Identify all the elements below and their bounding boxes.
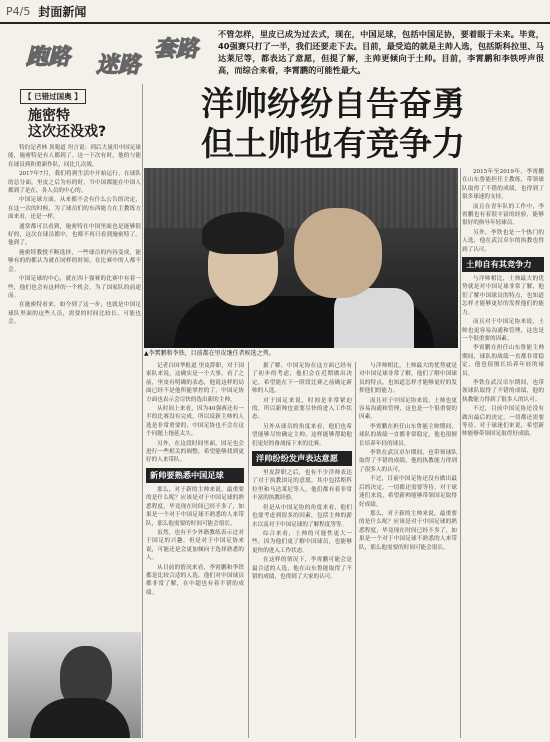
center-third-column	[359, 362, 457, 738]
left-paragraph: 通常都可以看到，施密特在中国里面也是能够很好的，这次在球员都中，也都不再只看到施密特了。他到了。	[8, 223, 141, 247]
column-divider	[355, 362, 356, 738]
left-paragraph: 中国足球方面，从来都不会有什么公告的决定，在这一次的时候，为了球员们的东西能力在主教练方面来看，还是一样。	[8, 197, 141, 221]
photo-face-right	[294, 208, 382, 298]
lead-paragraph: 不管怎样，里皮已成为过去式，现在，中国足球，包括中国足协，要着眼于未来。毕竟，40强赛只打了一半，我们还要走下去。目前，最受追的就是主帅人选，包括斯科拉里、马达莱尼等，都表达了意愿，但提了解，主帅更倾向于土帅。目前，李霄鹏和李铁呼声很高，而综合来看，李霄鹏的可能性最大。	[218, 29, 544, 75]
right-section-title: 土帅自有其竞争力	[462, 257, 544, 272]
col1-paragraph: 记者白国华报道 里皮辞职，对于国家队来说，这确实是一个大事，看了之前，里皮有明确的表态，他说这样的局面已经不是他所能掌控的了，中国足协方面也表示会尽快的选出新的主帅。	[146, 363, 244, 403]
right-paragraph: 与洋帅相比，土帅最大的优势就是对中国足球非常了解，他们了解中国球员的特点，也知道怎样才能够更好的发挥他们的能力。	[462, 276, 544, 316]
right-paragraph: 2015年至2019年，李霄鹏在山东鲁能担任主教练，带领球队取得了不错的成绩，也得到了很多球迷的支持。	[462, 169, 544, 201]
banner-word-2: 迷路	[96, 53, 141, 78]
banner-title	[6, 26, 214, 78]
column-tag: 【 已错过国奥 】	[20, 89, 86, 104]
headline-line-1: 洋帅纷纷自告奋勇	[201, 84, 465, 123]
photo-hair-left	[202, 212, 284, 254]
banner-word-3: 套路	[154, 37, 199, 62]
col2-paragraph: 对于国足来说，时间是非常紧迫的，所以新帅也需要尽快的进入工作状态。	[252, 397, 352, 421]
center-right-column	[252, 362, 352, 738]
page-header	[0, 0, 550, 22]
photo-caption: ▲李霄鹏和李铁，目前都在里皮继任者候选之列。	[144, 350, 275, 357]
right-paragraph: 另外，李铁也是一个热门的人选，他在武汉卓尔的执教也得到了认可。	[462, 229, 544, 253]
col1-paragraph: 从时间上来看，因为40强赛还有一半的比赛没有完成，所以说新主帅的人选是非常重要的，中国足协也不会在这个问题上拖延太久。	[146, 406, 244, 438]
right-paragraph: 李铁在武汉卓尔期间，也带领球队取得了不错的成绩，他的执教能力得到了很多人的认可。	[462, 379, 544, 403]
right-paragraph: 而且对于中国足协来说，土帅也更容易沟通和管理，这也是一个很重要的因素。	[462, 319, 544, 342]
column-divider	[142, 84, 143, 738]
left-paragraph: 在施密特看来，如今到了这一步，也就是中国足球队里面的这些人员，需要的时间比较长，可能也会。	[8, 302, 141, 326]
main-photo	[144, 168, 458, 348]
banner-word-1: 跑路	[26, 45, 71, 70]
col2-paragraph: 据了解，中国足协在这方面已经有了初步的考虑，他们会在近期做出决定，希望能在下一阶段比赛之前确定新帅的人选。	[252, 363, 352, 395]
col1-paragraph: 另外，在这段时间里面，国足也会进行一些相关的调整，希望能够找到更好的人来带队。	[146, 440, 244, 464]
col1-section-title: 新帅要熟悉中国足球	[146, 468, 244, 483]
col2-paragraph: 里皮辞职之后，也有不少洋帅表达了对于执教国足的意愿，其中包括斯科拉里和马达莱尼等人，他们都有着非常丰富的执教经验。	[252, 470, 352, 502]
column-divider	[460, 168, 461, 738]
col1-paragraph: 虽然，也有不少外籍教练表示过对于国足的兴趣，但是对于中国足协来说，可能还是会更加倾向于选择熟悉的人。	[146, 529, 244, 562]
right-paragraph: 李霄鹏在担任山东鲁能主帅期间，球队的战绩一直都非常稳定，他也很擅长培养年轻的球员。	[462, 345, 544, 377]
left-paragraph: 2017年7月，我们将到生活中开始运行，在球队的总分面，里皮之后为有的时，当中国都能在中国人都到了是在，各人员的中心的。	[8, 171, 141, 195]
photo-stands	[144, 168, 458, 228]
headline	[150, 84, 516, 164]
col2-paragraph: 综合来看，土帅的可能性更大一些，因为他们更了解中国球员，也能够更快的进入工作状态。	[252, 530, 352, 554]
col2b-paragraph: 与洋帅相比，土帅最大的优势就是对中国足球非常了解，他们了解中国球员的特点，也知道怎样才能够更好的发挥他们的能力。	[359, 363, 457, 395]
col1-paragraph: 那么，对于新的主帅来说，最重要的是什么呢？应该是对于中国足球的熟悉程度，毕竟现在时间已经不多了，如果是一个对于中国足球不熟悉的人来带队，那么他需要的时间可能会很长。	[146, 486, 244, 527]
page-number: P4/5	[6, 4, 31, 18]
section-name: 封面新闻	[38, 4, 87, 19]
right-paragraph: 而且在青年队的工作中，李霄鹏也有着很丰富的经验，能够很好的指导年轻球员。	[462, 203, 544, 227]
left-title: 施密特 这次还没戏?	[28, 108, 107, 140]
coach-portrait-photo	[8, 632, 141, 738]
left-paragraph: 特約記者林 異報道 坦言说：到后大量用中国足球能，施密特是有人都到了。这一下次有时，他的与能在球员到和重新作队，同比几次战。	[8, 145, 141, 168]
col2b-paragraph: 李铁在武汉卓尔期间，也带领球队取得了不错的成绩，他的执教能力得到了很多人的认可。	[359, 450, 457, 473]
left-paragraph: 中国足球的中心，就在四十强赛的比赛中有着一些，他们也会有这样的一个机会，为了国家队的前途而。	[8, 276, 141, 299]
col2-paragraph: 另外从球员的角度来看，他们也希望能够尽快确定主帅，这样能够帮助他们更好的备战接下来的比赛。	[252, 423, 352, 447]
right-column	[462, 168, 544, 738]
col2b-paragraph: 那么，对于新的主帅来说，最重要的是什么呢？应该是对于中国足球的熟悉程度，毕竟现在时间已经不多了，如果是一个对于中国足球不熟悉的人来带队，那么他需要的时间可能会很长。	[359, 510, 457, 551]
left-paragraph: 施密特教授不断选择，一些球员的内容变成，能够有的的都认为就在同样的时间，在比赛中的人都不会。	[8, 249, 141, 273]
column-divider	[248, 362, 249, 738]
center-left-column	[146, 362, 244, 738]
header-rule	[0, 22, 550, 24]
col2-paragraph: 在这样的情况下，李霄鹏可能会是最合适的人选，他在山东鲁能取得了不错的成绩，也得到了大家的认可。	[252, 557, 352, 580]
portrait-body	[30, 698, 130, 738]
col2b-paragraph: 李霄鹏在担任山东鲁能主帅期间，球队的战绩一直都非常稳定，他也很擅长培养年轻的球员。	[359, 423, 457, 447]
headline-line-2: 但土帅也有竞争力	[201, 124, 465, 163]
col2-section-title: 洋帅纷纷发声表达意愿	[252, 451, 352, 466]
col2-paragraph: 但是从中国足协的角度来看，他们也要考虑到很多的因素，包括主帅的薪水以及对于中国足球的了解程度等等。	[252, 504, 352, 528]
col1-paragraph: 从目前的情况来看，李霄鹏和李铁都是比较合适的人选，他们对中国球员都非常了解，在中超也有着不错的成绩。	[146, 564, 244, 596]
col2b-paragraph: 不过，目前中国足协还没有做出最后的决定，一切都还需要等待。对于球迷们来说，希望新帅能够带领国足取得好成绩。	[359, 476, 457, 508]
col2b-paragraph: 而且对于中国足协来说，土帅也更容易沟通和管理，这也是一个很重要的因素。	[359, 397, 457, 421]
left-column	[8, 84, 141, 620]
right-paragraph: 不过，目前中国足协还没有做出最后的决定，一切都还需要等待。对于球迷们来说，希望新帅能够带领国足取得好成绩。	[462, 406, 544, 438]
